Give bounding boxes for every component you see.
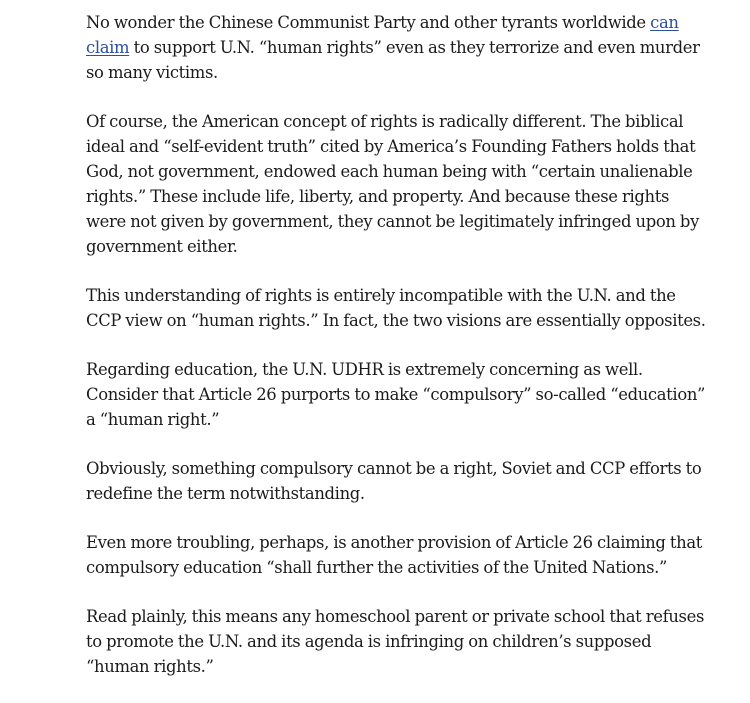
paragraph-4: Regarding education, the U.N. UDHR is extremely concerning as well. Consider that Article 26 purports to make “compulsory” so-called “education” a “human right.” [86,360,706,429]
article-body [86,10,706,703]
paragraph-6: Even more troubling, perhaps, is another provision of Article 26 claiming that compulsory education “shall further the activities of the United Nations.” [86,533,702,577]
paragraph-3: This understanding of rights is entirely incompatible with the U.N. and the CCP view on “human rights.” In fact, the two visions are essentially opposites. [86,286,706,330]
paragraph-5: Obviously, something compulsory cannot be a right, Soviet and CCP efforts to redefine the term notwithstanding. [86,459,702,503]
paragraph-1-text-end: to support U.N. “human rights” even as they terrorize and even murder so many victims. [86,38,700,82]
can-claim-link[interactable]: can claim [86,13,679,57]
paragraph-2: Of course, the American concept of rights is radically different. The biblical ideal and “self-evident truth” cited by America’s Founding Fathers holds that God, not government, endowed each human being with “certain unalienable rights.” These include life, liberty, and property. And because these rights were not given by government, they cannot be legitimately infringed upon by government either. [86,112,699,256]
paragraph-7: Read plainly, this means any homeschool parent or private school that refuses to promote the U.N. and its agenda is infringing on children’s supposed “human rights.” [86,607,705,676]
paragraph-1-text-start: No wonder the Chinese Communist Party and other tyrants worldwide [86,13,651,32]
paragraph-1 [86,10,706,85]
